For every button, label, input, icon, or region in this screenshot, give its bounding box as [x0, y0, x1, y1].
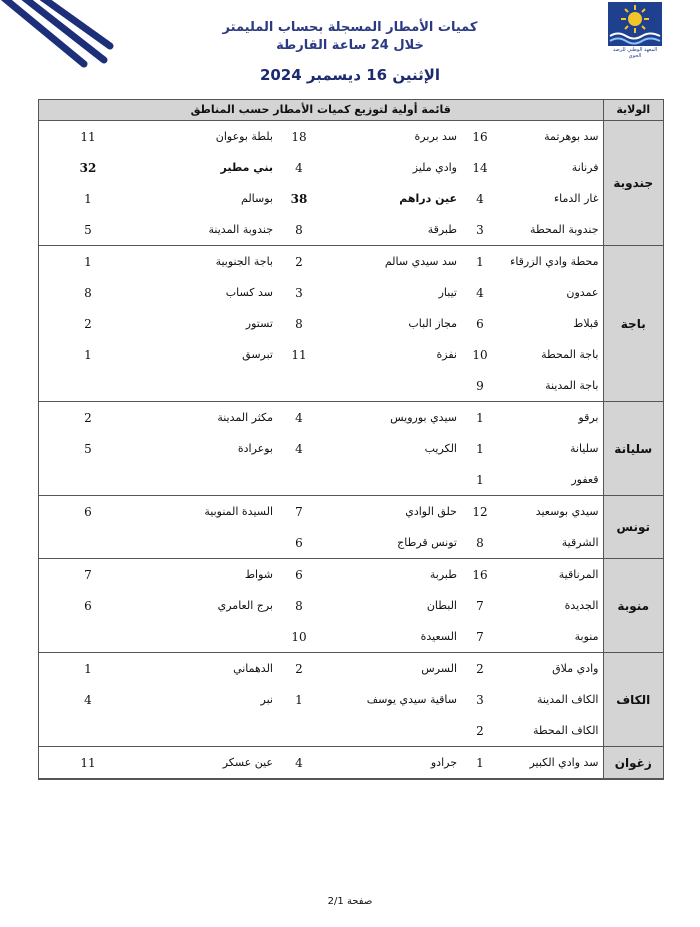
rainfall-value: 10	[277, 621, 321, 653]
station-name: مجاز الباب	[408, 316, 457, 330]
station-name: السيدة المنوبية	[204, 504, 273, 518]
station-name	[321, 464, 461, 496]
rainfall-value: 11	[291, 347, 307, 362]
station-name: غار الدماء	[553, 191, 599, 205]
rainfall-value: 1	[84, 191, 92, 206]
station-name: جندوبة المحطة	[499, 214, 603, 246]
station-name: السرس	[421, 661, 457, 675]
rainfall-value: 8	[295, 316, 303, 331]
rainfall-value: 8	[84, 285, 92, 300]
governorate-cell: باجة	[603, 246, 663, 402]
logo-caption: المعهد الوطني للرصد الجوي	[612, 47, 658, 59]
governorate-cell: الكاف	[603, 653, 663, 747]
regions-column-header: قائمة أولية لتوزيع كميات الأمطار حسب المناطق	[39, 100, 603, 121]
station-name: طبرقة	[321, 214, 461, 246]
rainfall-value: 2	[84, 316, 92, 331]
rainfall-value	[277, 464, 321, 496]
station-name: سيدي بوسعيد	[535, 504, 599, 518]
rainfall-value: 3	[461, 214, 499, 246]
table-row	[39, 559, 663, 591]
station-name: عمدون	[566, 285, 599, 299]
station-name: بوعرادة	[237, 441, 273, 455]
rainfall-table	[39, 100, 663, 779]
station-name: جرادو	[321, 747, 461, 779]
station-name: الكاف المحطة	[499, 715, 603, 747]
report-date: الإثنين 16 ديسمبر 2024	[259, 66, 441, 84]
station-name: سد وادي الكبير	[499, 747, 603, 779]
rainfall-value: 11	[39, 747, 137, 779]
station-name: سد بربرة	[414, 129, 457, 143]
station-name: منوبة	[499, 621, 603, 653]
rainfall-value: 32	[79, 160, 97, 175]
rainfall-value: 12	[472, 504, 488, 519]
station-name: سد بوهرتمة	[544, 129, 599, 143]
table-row	[39, 370, 663, 402]
table-row	[39, 277, 663, 308]
rainfall-value: 1	[84, 661, 92, 676]
station-name: تيبار	[438, 285, 457, 299]
rainfall-table-frame	[38, 99, 664, 780]
station-name: السعيدة	[321, 621, 461, 653]
rainfall-value: 8	[461, 527, 499, 559]
rainfall-value: 4	[295, 441, 303, 456]
rainfall-value	[277, 715, 321, 747]
station-name: سد كساب	[225, 285, 273, 299]
rainfall-value: 4	[476, 191, 484, 206]
station-name: قعفور	[499, 464, 603, 496]
station-name: الجديدة	[564, 598, 599, 612]
station-name: فرنانة	[571, 160, 599, 174]
station-name	[137, 370, 277, 402]
station-name: باجة الجنوبية	[215, 254, 273, 268]
station-name: طبربة	[429, 567, 457, 581]
station-name: ساقية سيدي يوسف	[366, 692, 457, 706]
table-row	[39, 653, 663, 685]
document-title: كميات الأمطار المسجلة بحساب المليمتر	[222, 20, 478, 35]
rainfall-value: 2	[476, 661, 484, 676]
table-row	[39, 246, 663, 278]
station-name: برقو	[578, 410, 599, 424]
station-name: جندوبة المدينة	[137, 214, 277, 246]
table-row	[39, 590, 663, 621]
station-name: باجة المدينة	[499, 370, 603, 402]
rainfall-value: 9	[461, 370, 499, 402]
station-name: الشرقية	[499, 527, 603, 559]
governorate-cell: زغوان	[603, 747, 663, 779]
rainfall-value: 7	[84, 567, 92, 582]
rainfall-value	[39, 621, 137, 653]
station-name: بلطة بوعوان	[215, 129, 273, 143]
station-name: بني مطير	[220, 160, 273, 174]
rainfall-value: 10	[472, 347, 488, 362]
station-name: مكثر المدينة	[217, 410, 273, 424]
station-name	[137, 464, 277, 496]
rainfall-value: 1	[84, 254, 92, 269]
station-name: تبرسق	[242, 347, 273, 361]
station-name: وادي ملاق	[552, 661, 599, 675]
station-name: المرناقية	[558, 567, 599, 581]
station-name: الكريب	[424, 441, 457, 455]
station-name: سليانة	[570, 441, 599, 455]
rainfall-value: 14	[472, 160, 488, 175]
table-row	[39, 214, 663, 246]
rainfall-value: 1	[295, 692, 303, 707]
rainfall-value: 5	[39, 214, 137, 246]
station-name	[321, 370, 461, 402]
station-name: قبلاط	[573, 316, 599, 330]
rainfall-value	[39, 527, 137, 559]
rainfall-value: 4	[84, 692, 92, 707]
station-name: عين عسكر	[137, 747, 277, 779]
station-name: وادي مليز	[412, 160, 457, 174]
rainfall-value: 1	[461, 464, 499, 496]
rainfall-value: 4	[476, 285, 484, 300]
station-name	[321, 715, 461, 747]
rainfall-value: 1	[476, 441, 484, 456]
rainfall-value: 16	[472, 567, 488, 582]
rainfall-value: 6	[277, 527, 321, 559]
station-name: باجة المحطة	[541, 347, 599, 361]
table-row	[39, 433, 663, 464]
station-name: حلق الوادي	[405, 504, 457, 518]
station-name: تونس قرطاج	[321, 527, 461, 559]
rainfall-value: 2	[295, 254, 303, 269]
station-name: شواط	[244, 567, 273, 581]
governorate-cell: تونس	[603, 496, 663, 559]
governorate-cell: سليانة	[603, 402, 663, 496]
table-row	[39, 308, 663, 339]
station-name: بوسالم	[241, 191, 273, 205]
station-name	[137, 527, 277, 559]
rainfall-value: 2	[461, 715, 499, 747]
rainfall-value: 6	[84, 504, 92, 519]
rainfall-value	[39, 370, 137, 402]
rainfall-value: 4	[277, 747, 321, 779]
station-name	[137, 715, 277, 747]
table-row	[39, 464, 663, 496]
table-row	[39, 402, 663, 434]
table-row	[39, 684, 663, 715]
table-row	[39, 152, 663, 183]
rainfall-value: 7	[476, 598, 484, 613]
governorate-column-header: الولاية	[603, 100, 663, 121]
rainfall-value: 7	[295, 504, 303, 519]
rainfall-value: 2	[84, 410, 92, 425]
station-name: الدهماني	[233, 661, 273, 675]
rainfall-value: 1	[84, 347, 92, 362]
table-header-row	[39, 100, 663, 121]
table-body	[39, 121, 663, 779]
rainfall-value	[277, 370, 321, 402]
rainfall-value: 8	[295, 598, 303, 613]
rainfall-value: 1	[476, 410, 484, 425]
station-name: عين دراهم	[399, 191, 457, 205]
governorate-cell: منوبة	[603, 559, 663, 653]
table-row	[39, 527, 663, 559]
rainfall-value: 3	[476, 692, 484, 707]
rainfall-value: 4	[295, 410, 303, 425]
rainfall-value: 5	[84, 441, 92, 456]
table-row	[39, 621, 663, 653]
rainfall-value: 16	[472, 129, 488, 144]
decorative-stripes	[0, 0, 115, 70]
rainfall-value: 8	[277, 214, 321, 246]
rainfall-value: 2	[295, 661, 303, 676]
table-row	[39, 183, 663, 214]
page-number: صفحة 2/1	[327, 896, 373, 907]
rainfall-value: 11	[80, 129, 96, 144]
rainfall-value	[39, 464, 137, 496]
station-name: نفزة	[436, 347, 457, 361]
station-name: تستور	[245, 316, 273, 330]
station-name: محطة وادي الزرقاء	[510, 254, 599, 268]
station-name: البطان	[426, 598, 457, 612]
rainfall-value: 6	[476, 316, 484, 331]
document-subtitle: خلال 24 ساعة القارطة	[276, 38, 424, 53]
table-row	[39, 339, 663, 370]
table-row	[39, 121, 663, 153]
rainfall-value: 3	[295, 285, 303, 300]
station-name: سيدي بورويس	[390, 410, 457, 424]
rainfall-value	[39, 715, 137, 747]
station-name	[137, 621, 277, 653]
rainfall-value: 7	[461, 621, 499, 653]
station-name: نبر	[260, 692, 273, 706]
table-row	[39, 496, 663, 528]
rainfall-value: 4	[295, 160, 303, 175]
table-row	[39, 747, 663, 779]
rainfall-value: 38	[290, 191, 308, 206]
station-name: سد سيدي سالم	[384, 254, 457, 268]
rainfall-value: 1	[461, 747, 499, 779]
rainfall-value: 1	[476, 254, 484, 269]
rainfall-value: 6	[84, 598, 92, 613]
station-name: الكاف المدينة	[536, 692, 599, 706]
table-row	[39, 715, 663, 747]
station-name: برج العامري	[217, 598, 273, 612]
rainfall-value: 6	[295, 567, 303, 582]
rainfall-value: 18	[291, 129, 307, 144]
governorate-cell: جندوبة	[603, 121, 663, 246]
